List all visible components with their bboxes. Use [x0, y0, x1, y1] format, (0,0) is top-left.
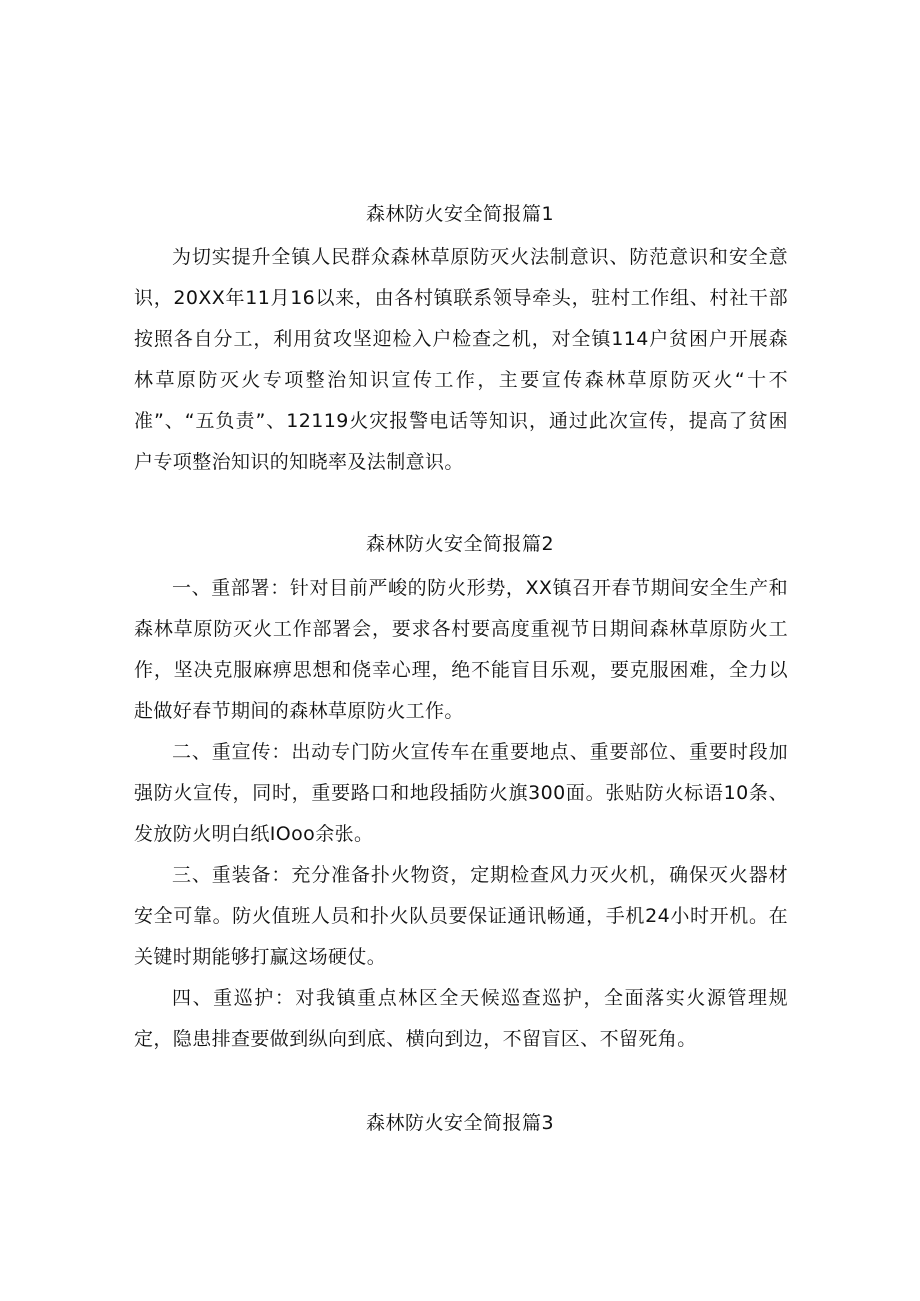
section-2-paragraph-3: 三、重装备：充分准备扑火物资，定期检查风力灭火机，确保灭火器材安全可靠。防火值班人员和扑火队员要保证通讯畅通，手机24小时开机。在关键时期能够打赢这场硬仗。 — [134, 864, 788, 968]
section-2-paragraph-4: 四、重巡护：对我镇重点林区全天候巡查巡护，全面落实火源管理规定，隐患排查要做到纵向到底、横向到边，不留盲区、不留死角。 — [134, 987, 788, 1050]
section-2-paragraph-2: 二、重宣传：出动专门防火宣传车在重要地点、重要部位、重要时段加强防火宣传，同时，重要路口和地段插防火旗300面。张贴防火标语10条、发放防火明白纸IOoo余张。 — [134, 741, 788, 845]
section-1-paragraph-1: 为切实提升全镇人民群众森林草原防灭火法制意识、防范意识和安全意识，20XX年11月16以来，由各村镇联系领导牵头，驻村工作组、村社干部按照各自分工，利用贫攻坚迎检入户检查之机，对全镇114户贫困户开展森林草原防灭火专项整治知识宣传工作，主要宣传森林草原防灭火“十不准”、“五负责”、12119火灾报警电话等知识，通过此次宣传，提高了贫困户专项整治知识的知晓率及法制意识。 — [134, 246, 788, 473]
section-3-title: 森林防火安全简报篇3 — [365, 1112, 555, 1134]
section-1-title: 森林防火安全简报篇1 — [365, 203, 555, 225]
section-2-title: 森林防火安全简报篇2 — [365, 533, 555, 555]
section-2-paragraph-1: 一、重部署：针对目前严峻的防火形势，XX镇召开春节期间安全生产和森林草原防灭火工作部署会，要求各村要高度重视节日期间森林草原防火工作，坚决克服麻痹思想和侥幸心理，绝不能盲目乐观，要克服困难，全力以赴做好春节期间的森林草原防火工作。 — [134, 577, 788, 722]
